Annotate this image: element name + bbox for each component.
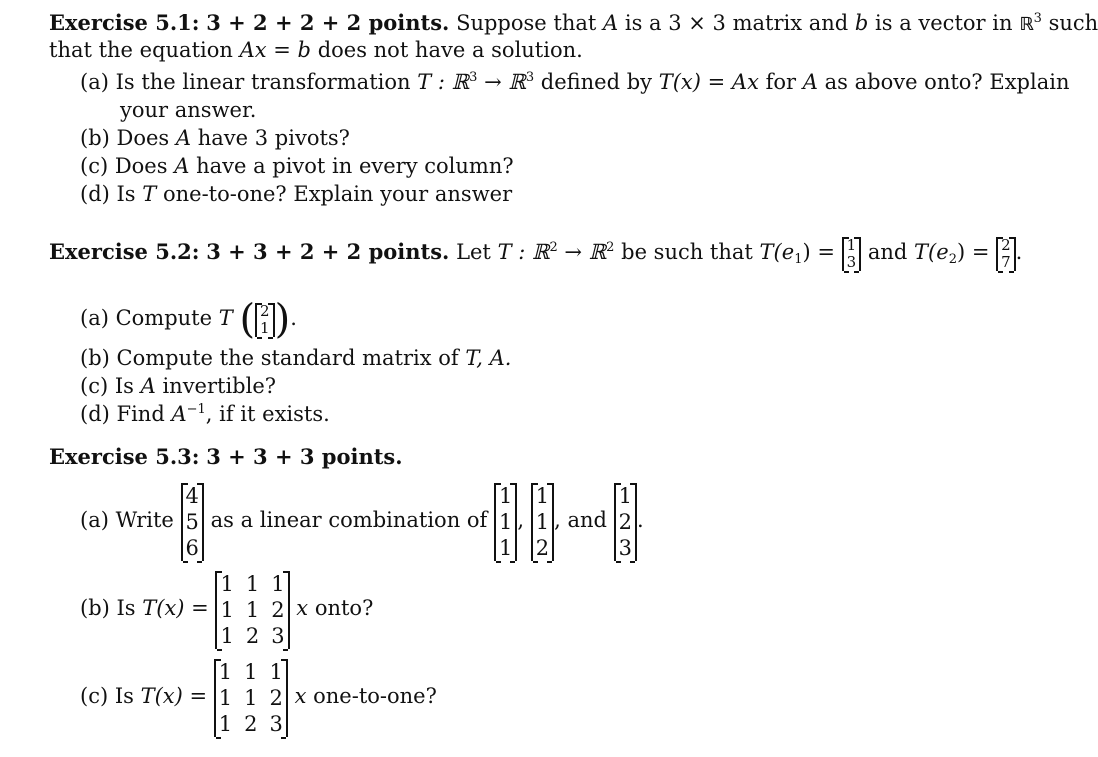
text: one-to-one? Explain your answer <box>162 182 513 206</box>
text: (d) Is <box>80 182 136 206</box>
vector-entry: 2 <box>260 301 270 320</box>
vector-entry: 4 <box>185 483 199 508</box>
math: A <box>140 374 156 398</box>
text: such <box>1048 11 1098 35</box>
vector-entry: 1 <box>618 483 633 508</box>
math: → ℝ <box>484 70 526 94</box>
vector-entry: 1 <box>499 535 513 560</box>
exercise-5-2-heading-line: Exercise 5.2: 3 + 3 + 2 + 2 points. Let T : ℝ$^2$ → ℝ$^2$ be such that $T(e_1)$ = 1 3 and $T(e_2)$ = 2 7 . <box>49 235 1023 271</box>
math: A <box>603 11 619 35</box>
text: for <box>765 70 797 94</box>
text: (c) Is <box>80 684 134 708</box>
math: T <box>218 306 233 330</box>
vector-entry: 1 <box>499 509 513 534</box>
exercise-5-1-part-b <box>80 126 350 150</box>
math: x <box>294 684 307 708</box>
vector-entry: 7 <box>1001 252 1011 271</box>
text: (b) Is <box>80 596 136 620</box>
points: 3 + 2 + 2 + 2 points. <box>206 10 450 35</box>
exercise-5-3-part-b <box>80 565 373 651</box>
matrix-entry: 1 <box>218 685 233 710</box>
exercise-5-2-part-a: (a) Compute T ( 2 1 ). <box>80 296 297 343</box>
text: as a linear combination of <box>210 508 488 532</box>
vector-entry: 6 <box>185 535 199 560</box>
math: T(x) = Ax <box>658 70 759 94</box>
text: is a 3 × 3 matrix and <box>624 11 849 35</box>
exercise-5-1-part-c <box>80 154 514 178</box>
math: A <box>171 402 187 426</box>
text: (a) Is the linear transformation <box>80 70 411 94</box>
left-paren: ( <box>239 296 256 343</box>
exercise-5-1-line-2 <box>49 38 583 62</box>
math: A <box>175 126 192 150</box>
matrix-entry: 3 <box>271 623 285 648</box>
vector-entry: 1 <box>535 483 550 508</box>
vector-entry: 2 <box>1001 235 1011 254</box>
text: be such that <box>621 240 753 264</box>
vector-entry: 1 <box>499 483 513 508</box>
exercise-5-1-part-a: (a) Is the linear transformation T : ℝ$^3$ → ℝ$^3$ defined by T(x) = Ax for A as above onto? Explain <box>80 70 1070 94</box>
math: Ax = b <box>239 38 311 62</box>
vector-T-e2 <box>996 237 1016 271</box>
math: T(e <box>759 240 795 264</box>
math: T(e <box>914 240 949 264</box>
math: A <box>802 70 818 94</box>
math: T <box>142 182 157 206</box>
text: (d) Find <box>80 402 165 426</box>
matrix-entry: 1 <box>220 623 234 648</box>
text: Let <box>456 240 491 264</box>
math: ℝ <box>1019 14 1034 35</box>
math: ) = <box>956 240 990 264</box>
matrix-A-c <box>214 659 288 737</box>
exercise-5-3-heading <box>49 444 403 469</box>
target-vector <box>181 483 204 561</box>
matrix-A-b <box>215 571 289 649</box>
math: T(x) = <box>142 596 209 620</box>
matrix-entry: 1 <box>269 659 283 684</box>
math: ) = <box>802 240 835 264</box>
matrix-entry: 1 <box>218 711 233 736</box>
matrix-entry: 1 <box>245 571 260 596</box>
matrix-entry: 2 <box>271 597 285 622</box>
points: 3 + 3 + 2 + 2 points. <box>206 239 450 264</box>
vector-entry: 1 <box>535 509 550 534</box>
text: and <box>867 240 908 264</box>
points: 3 + 3 + 3 points. <box>206 444 403 469</box>
exercise-5-2-part-d: (d) Find $A^{-1}$, if it exists. <box>80 402 330 426</box>
text: your answer. <box>120 98 257 122</box>
text: (c) Is <box>80 374 134 398</box>
text: (a) Compute <box>80 306 213 330</box>
text: have 3 pivots? <box>197 126 350 150</box>
exercise-5-1-part-d <box>80 182 512 206</box>
math: x <box>296 596 309 620</box>
text: that the equation <box>49 38 233 62</box>
math: A <box>174 154 190 178</box>
matrix-entry: 1 <box>271 571 285 596</box>
text: Suppose that <box>456 11 597 35</box>
text: is a vector in <box>875 11 1013 35</box>
text: (b) Compute the standard matrix of <box>80 346 459 370</box>
text: , if it exists. <box>205 402 330 426</box>
math: T : ℝ <box>417 70 470 94</box>
matrix-entry: 1 <box>244 685 258 710</box>
exercise-heading: Exercise 5.2: <box>49 239 200 264</box>
exercise-5-3-part-c <box>80 653 437 739</box>
vector-entry: 2 <box>535 535 550 560</box>
matrix-entry: 2 <box>269 685 283 710</box>
text: onto? <box>314 596 374 620</box>
text: (a) Write <box>80 508 174 532</box>
matrix-entry: 1 <box>245 597 260 622</box>
text: invertible? <box>162 374 277 398</box>
vector-entry: 5 <box>185 509 199 534</box>
math: T : ℝ <box>497 240 550 264</box>
vector-entry: 3 <box>846 252 857 271</box>
exercise-5-2-part-c <box>80 374 276 398</box>
matrix-entry: 2 <box>244 711 258 736</box>
vector-entry: 1 <box>260 318 270 337</box>
matrix-entry: 3 <box>269 711 283 736</box>
text: as above onto? Explain <box>824 70 1070 94</box>
exercise-5-2-part-b <box>80 346 511 370</box>
matrix-entry: 1 <box>244 659 258 684</box>
exercise-heading: Exercise 5.3: <box>49 444 200 469</box>
text: (b) Does <box>80 126 170 150</box>
exercise-5-3-part-a: (a) Write 4 5 6 as a linear combination of 1 1 1 , 1 1 2 , and 1 2 3 . <box>80 483 644 560</box>
exercise-5-1-part-a-cont <box>120 98 256 122</box>
matrix-entry: 1 <box>218 659 233 684</box>
math: b <box>854 11 869 35</box>
text: (c) Does <box>80 154 168 178</box>
exercise-heading: Exercise 5.1: <box>49 10 200 35</box>
vector-entry: 3 <box>618 535 633 560</box>
text: , and <box>554 508 607 532</box>
text: have a pivot in every column? <box>196 154 514 178</box>
vector-entry: 1 <box>846 235 857 254</box>
vector-input <box>255 303 275 337</box>
matrix-entry: 1 <box>220 597 234 622</box>
math: T(x) = <box>140 684 208 708</box>
right-paren: ) <box>274 296 291 343</box>
matrix-entry: 2 <box>245 623 260 648</box>
math: → ℝ <box>564 240 607 264</box>
text: defined by <box>540 70 653 94</box>
basis-vector-2 <box>531 483 554 561</box>
exercise-5-1-line-1: Exercise 5.1: 3 + 2 + 2 + 2 points. Suppose that A is a 3 × 3 matrix and b is a vector in ℝ$^3$ such <box>49 10 1098 35</box>
text: does not have a solution. <box>317 38 583 62</box>
text: one-to-one? <box>313 684 437 708</box>
math: T, A. <box>465 346 512 370</box>
vector-entry: 2 <box>618 509 633 534</box>
basis-vector-3 <box>614 483 637 561</box>
basis-vector-1 <box>494 483 517 561</box>
vector-T-e1 <box>842 237 862 271</box>
matrix-entry: 1 <box>220 571 234 596</box>
